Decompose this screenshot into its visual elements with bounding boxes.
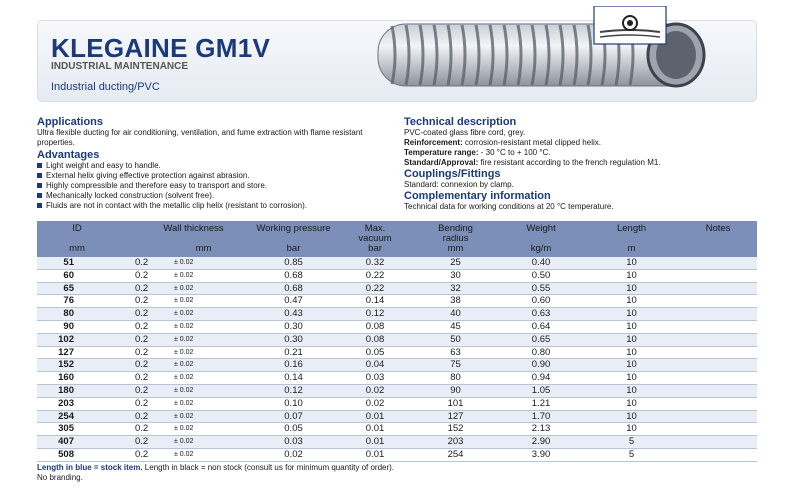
col-vacuum: Max. vacuum bbox=[337, 221, 413, 244]
table-body bbox=[37, 257, 757, 461]
couplings-heading: Couplings/Fittings bbox=[404, 168, 501, 180]
unit-working: bar bbox=[250, 244, 337, 257]
table-header-row bbox=[37, 221, 757, 244]
table-row: 407 0.2 ± 0.02 0.03 0.01 203 2.90 5 bbox=[37, 436, 757, 449]
product-subtitle: INDUSTRIAL MAINTENANCE bbox=[51, 61, 189, 72]
col-working: Working pressure bbox=[250, 221, 337, 244]
product-title: KLEGAINE GM1V bbox=[51, 33, 271, 63]
unit-wall: mm bbox=[117, 244, 250, 257]
applications-section bbox=[37, 116, 367, 211]
advantage-item: Fluids are not in contact with the metallic clip helix (resistant to corrosion). bbox=[37, 201, 367, 211]
table-row: 254 0.2 ± 0.02 0.07 0.01 127 1.70 10 bbox=[37, 410, 757, 423]
col-wall: Wall thickness bbox=[117, 221, 250, 244]
complementary-heading: Complementary information bbox=[404, 190, 551, 202]
advantages-heading: Advantages bbox=[37, 149, 100, 161]
unit-weight: kg/m bbox=[498, 244, 584, 257]
advantage-item: Mechanically locked construction (solvent free). bbox=[37, 191, 367, 201]
table-row: 127 0.2 ± 0.02 0.21 0.05 63 0.80 10 bbox=[37, 346, 757, 359]
col-notes: Notes bbox=[679, 221, 757, 244]
unit-length: m bbox=[584, 244, 679, 257]
branding-note: No branding. bbox=[37, 473, 83, 482]
stock-legend: Length in blue = stock item. Length in black = non stock (consult us for minimum quantity of order). bbox=[37, 463, 395, 472]
specs-table bbox=[37, 221, 757, 462]
technical-temperature: Temperature range: - 30 °C to + 100 °C. bbox=[404, 148, 551, 157]
advantage-item: Light weight and easy to handle. bbox=[37, 161, 367, 171]
table-row: 90 0.2 ± 0.02 0.30 0.08 45 0.64 10 bbox=[37, 320, 757, 333]
duct-illustration bbox=[372, 6, 720, 92]
unit-bending: mm bbox=[413, 244, 498, 257]
complementary-text: Technical data for working conditions at 20 °C temperature. bbox=[404, 202, 614, 211]
table-row: 160 0.2 ± 0.02 0.14 0.03 80 0.94 10 bbox=[37, 372, 757, 385]
table-row: 152 0.2 ± 0.02 0.16 0.04 75 0.90 10 bbox=[37, 359, 757, 372]
col-bending: Bending radius bbox=[413, 221, 498, 244]
footer-note bbox=[37, 463, 394, 483]
table-row: 65 0.2 ± 0.02 0.68 0.22 32 0.55 10 bbox=[37, 282, 757, 295]
applications-heading: Applications bbox=[37, 116, 104, 128]
table-row: 508 0.2 ± 0.02 0.02 0.01 254 3.90 5 bbox=[37, 448, 757, 461]
technical-reinforcement: Reinforcement: corrosion-resistant metal clipped helix. bbox=[404, 138, 601, 147]
col-id: ID bbox=[37, 221, 117, 244]
table-row: 305 0.2 ± 0.02 0.05 0.01 152 2.13 10 bbox=[37, 423, 757, 436]
table-row: 51 0.2 ± 0.02 0.85 0.32 25 0.40 10 bbox=[37, 257, 757, 269]
advantage-item: External helix giving effective protection against abrasion. bbox=[37, 171, 367, 181]
technical-material: PVC-coated glass fibre cord, grey. bbox=[404, 128, 526, 137]
technical-standard: Standard/Approval: fire resistant according to the french regulation M1. bbox=[404, 158, 661, 167]
technical-section bbox=[404, 116, 754, 212]
product-tagline: Industrial ducting/PVC bbox=[51, 81, 160, 93]
unit-notes bbox=[679, 244, 757, 257]
couplings-text: Standard: connexion by clamp. bbox=[404, 180, 514, 189]
col-weight: Weight bbox=[498, 221, 584, 244]
table-row: 203 0.2 ± 0.02 0.10 0.02 101 1.21 10 bbox=[37, 397, 757, 410]
table-row: 180 0.2 ± 0.02 0.12 0.02 90 1.05 10 bbox=[37, 384, 757, 397]
table-row: 102 0.2 ± 0.02 0.30 0.08 50 0.65 10 bbox=[37, 333, 757, 346]
table-row: 60 0.2 ± 0.02 0.68 0.22 30 0.50 10 bbox=[37, 269, 757, 282]
table-row: 80 0.2 ± 0.02 0.43 0.12 40 0.63 10 bbox=[37, 308, 757, 321]
col-length: Length bbox=[584, 221, 679, 244]
table-row: 76 0.2 ± 0.02 0.47 0.14 38 0.60 10 bbox=[37, 295, 757, 308]
unit-vacuum: bar bbox=[337, 244, 413, 257]
table-units-row bbox=[37, 244, 757, 257]
advantage-item: Highly compressible and therefore easy to transport and store. bbox=[37, 181, 367, 191]
technical-heading: Technical description bbox=[404, 116, 517, 128]
applications-text: Ultra flexible ducting for air conditioning, ventilation, and fume extraction with flame resistant properties. bbox=[37, 128, 363, 147]
unit-id: mm bbox=[37, 244, 117, 257]
